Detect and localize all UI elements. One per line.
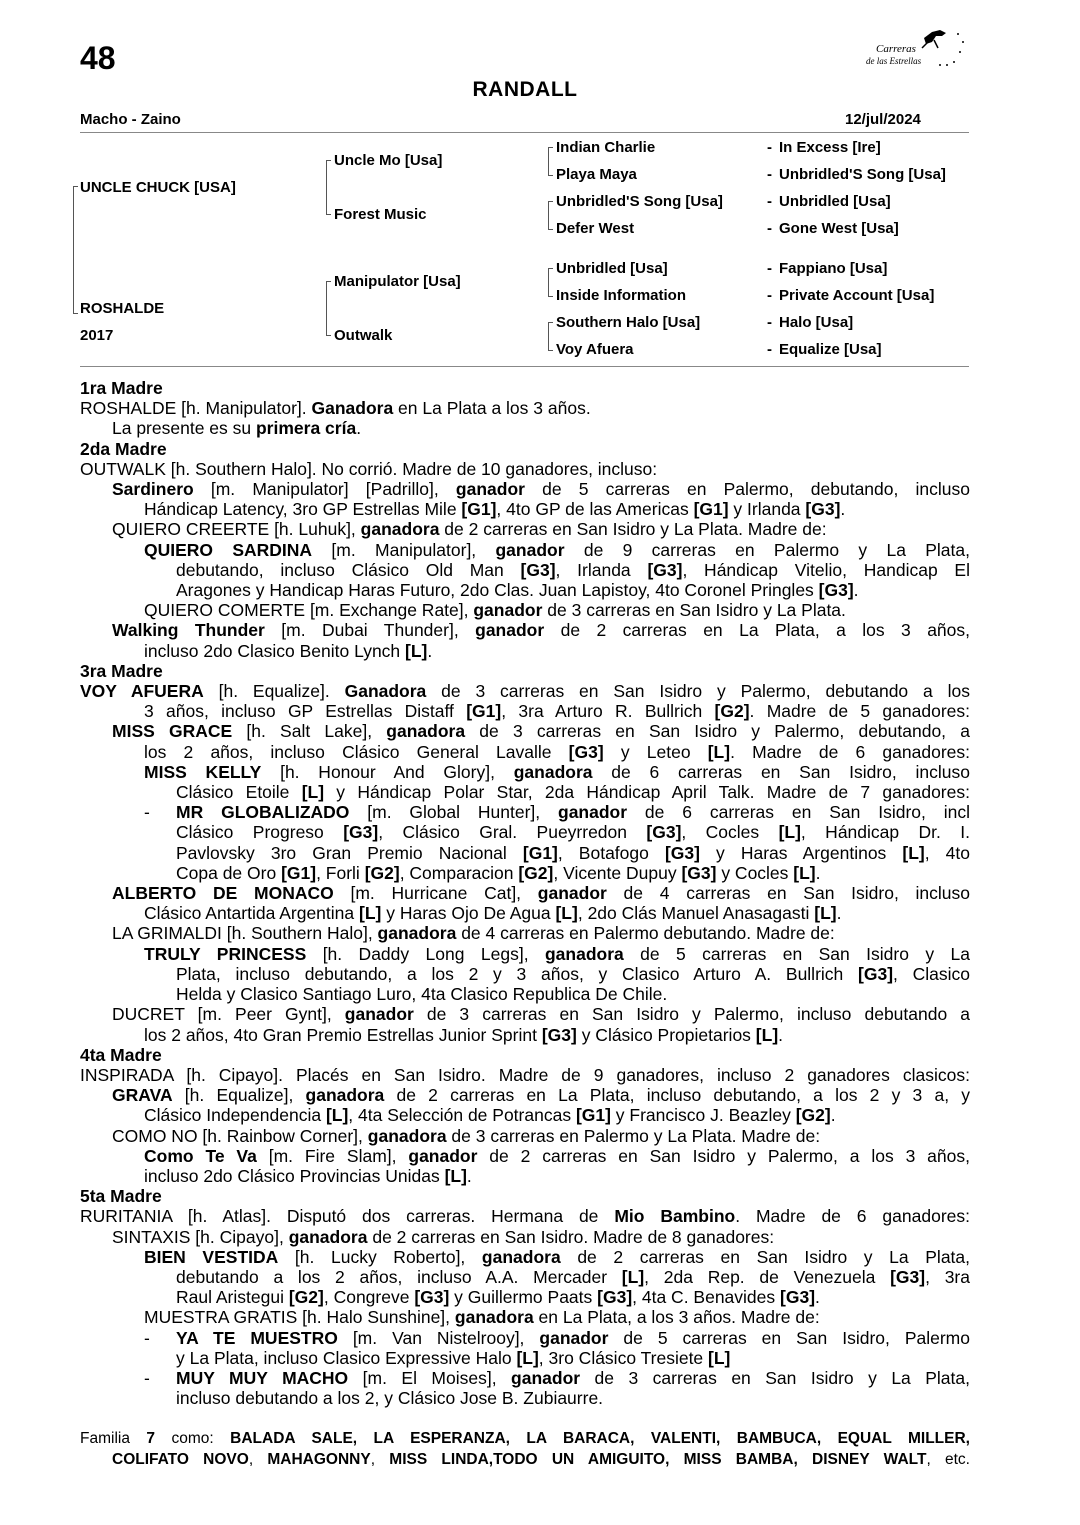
text-line: Como Te Va [m. Fire Slam], ganador de 2 carreras en San Isidro y Palermo, a los 3 años, xyxy=(144,1145,970,1166)
text-line: y La Plata, incluso Clasico Expressive Halo [L], 3ro Clásico Tresiete [L] xyxy=(176,1347,731,1368)
dam: ROSHALDE xyxy=(80,300,165,317)
sex-coat: Macho - Zaino xyxy=(80,111,181,128)
g3-3: Unbridled'S Song [Usa] xyxy=(556,193,723,210)
text-line: COMO NO [h. Rainbow Corner], ganadora de 3 carreras en Palermo y La Plata. Madre de: xyxy=(112,1125,821,1146)
text-line: - YA TE MUESTRO [m. Van Nistelrooy], ganador de 5 carreras en San Isidro, Palermo xyxy=(144,1327,970,1348)
g3-5: Unbridled [Usa] xyxy=(556,260,668,277)
list-dash: - xyxy=(144,802,150,823)
sire-dam: Forest Music xyxy=(334,206,427,223)
text-line: Walking Thunder [m. Dubai Thunder], ganador de 2 carreras en La Plata, a los 3 años, xyxy=(112,620,971,641)
text-line: ALBERTO DE MONACO [m. Hurricane Cat], ganador de 4 carreras en San Isidro, incluso xyxy=(112,883,971,904)
text-line: MISS GRACE [h. Salt Lake], ganadora de 3 carreras en San Isidro y Palermo, debutando, a xyxy=(112,721,970,742)
sire-sire: Uncle Mo [Usa] xyxy=(334,152,443,169)
text-line: - MUY MUY MACHO [m. El Moises], ganador de 3 carreras en San Isidro y La Plata, xyxy=(144,1367,970,1388)
text-line: debutando, incluso Clásico Old Man [G3], Irlanda [G3], Hándicap Vitelio, Handicap El xyxy=(176,559,970,580)
text-line: La presente es su primera cría. xyxy=(112,418,362,439)
list-dash: - xyxy=(144,1367,150,1388)
dam-dam: Outwalk xyxy=(334,327,393,344)
g4-4: Gone West [Usa] xyxy=(779,220,899,237)
text-line: Helda y Clasico Santiago Luro, 4ta Clasico Republica De Chile. xyxy=(176,984,668,1005)
section-3ra-madre: 3ra Madre xyxy=(80,660,163,681)
family-footer xyxy=(80,1428,970,1470)
g4-7: Halo [Usa] xyxy=(779,314,854,331)
text-line: - MR GLOBALIZADO [m. Global Hunter], ganador de 6 carreras en San Isidro, incl xyxy=(144,802,970,823)
text-line: Sardinero [m. Manipulator] [Padrillo], ganador de 5 carreras en Palermo, debutando, incluso xyxy=(112,479,971,500)
family-line-1: Familia 7 como: BALADA SALE, LA ESPERANZA, LA BARACA, VALENTI, BAMBUCA, EQUAL MILLER, xyxy=(80,1430,970,1447)
dam-sire: Manipulator [Usa] xyxy=(334,273,461,290)
section-4ta-madre: 4ta Madre xyxy=(80,1044,162,1065)
text-line: los 2 años, 4to Gran Premio Estrellas Junior Sprint [G3] y Clásico Propietarios [L]. xyxy=(144,1024,784,1045)
g4-8: Equalize [Usa] xyxy=(779,341,882,358)
text-line: GRAVA [h. Equalize], ganadora de 2 carreras en La Plata, incluso debutando, a los 2 y 3 a, y xyxy=(112,1085,970,1106)
text-line: Clásico Independencia [L], 4ta Selección de Potrancas [G1] y Francisco J. Beazley [G2]. xyxy=(144,1105,836,1126)
g4-5: Fappiano [Usa] xyxy=(779,260,888,277)
text-line: ROSHALDE [h. Manipulator]. Ganadora en La Plata a los 3 años. xyxy=(80,398,591,419)
g4-6: Private Account [Usa] xyxy=(779,287,935,304)
text-line: los 2 años, incluso Clásico General Lavalle [G3] y Leteo [L]. Madre de 6 ganadores: xyxy=(144,741,971,762)
text-line: Plata, incluso debutando, a los 2 y 3 años, y Clasico Arturo A. Bullrich [G3], Clasico xyxy=(176,963,970,984)
section-5ta-madre: 5ta Madre xyxy=(80,1186,162,1207)
text-line: QUIERO COMERTE [m. Exchange Rate], ganador de 3 carreras en San Isidro y La Plata. xyxy=(144,600,846,621)
text-line: Copa de Oro [G1], Forli [G2], Comparacion [G2], Vicente Dupuy [G3] y Cocles [L]. xyxy=(176,862,821,883)
g3-8: Voy Afuera xyxy=(556,341,634,358)
top-divider xyxy=(80,132,969,133)
g3-2: Playa Maya xyxy=(556,166,637,183)
g3-7: Southern Halo [Usa] xyxy=(556,314,701,331)
text-line: MISS KELLY [h. Honour And Glory], ganadora de 6 carreras en San Isidro, incluso xyxy=(144,761,970,782)
g4-1: In Excess [Ire] xyxy=(779,139,881,156)
text-line: 3 años, incluso GP Estrellas Distaff [G1], 3ra Arturo R. Bullrich [G2]. Madre de 5 ganadores: xyxy=(144,701,970,722)
text-line: DUCRET [m. Peer Gynt], ganador de 3 carreras en San Isidro y Palermo, incluso debutando a xyxy=(112,1004,970,1025)
section-2da-madre: 2da Madre xyxy=(80,438,167,459)
text-line: incluso 2do Clásico Provincias Unidas [L]. xyxy=(144,1165,472,1186)
text-line: Raul Aristegui [G2], Congreve [G3] y Guillermo Paats [G3], 4ta C. Benavides [G3]. xyxy=(176,1287,820,1308)
produce-record xyxy=(80,378,970,1408)
carreras-de-las-estrellas-logo xyxy=(862,24,972,74)
g3-6: Inside Information xyxy=(556,287,687,304)
g4-2: Unbridled'S Song [Usa] xyxy=(779,166,946,183)
text-line: OUTWALK [h. Southern Halo]. No corrió. Madre de 10 ganadores, incluso: xyxy=(80,458,658,479)
text-line: VOY AFUERA [h. Equalize]. Ganadora de 3 carreras en San Isidro y Palermo, debutando a los xyxy=(80,681,970,702)
text-line: Aragones y Handicap Haras Futuro, 2do Clas. Juan Lapistoy, 4to Coronel Pringles [G3]. xyxy=(176,580,859,601)
sale-date: 12/jul/2024 xyxy=(845,111,921,128)
text-line: MUESTRA GRATIS [h. Halo Sunshine], ganadora en La Plata, a los 3 años. Madre de: xyxy=(144,1307,820,1328)
text-line: incluso 2do Clasico Benito Lynch [L]. xyxy=(144,640,433,661)
text-line: SINTAXIS [h. Cipayo], ganadora de 2 carreras en San Isidro. Madre de 8 ganadores: xyxy=(112,1226,775,1247)
bracket-gen1 xyxy=(73,186,74,314)
text-line: QUIERO SARDINA [m. Manipulator], ganador de 9 carreras en Palermo y La Plata, xyxy=(144,539,970,560)
list-dash: - xyxy=(144,1327,150,1348)
text-line: RURITANIA [h. Atlas]. Disputó dos carreras. Hermana de Mio Bambino. Madre de 6 ganadores: xyxy=(80,1206,970,1227)
logo-graphic xyxy=(862,24,972,74)
horse-name: RANDALL xyxy=(472,78,578,101)
section-1ra-madre: 1ra Madre xyxy=(80,378,163,398)
g3-4: Defer West xyxy=(556,220,635,237)
text-line: incluso debutando a los 2, y Clásico Jose B. Zubiaurre. xyxy=(176,1388,604,1409)
g4-3: Unbridled [Usa] xyxy=(779,193,891,210)
bracket-gen2-a xyxy=(326,160,331,215)
bracket-gen2-b xyxy=(326,281,331,336)
pedigree-divider xyxy=(80,366,969,367)
g3-1: Indian Charlie xyxy=(556,139,656,156)
text-line: BIEN VESTIDA [h. Lucky Roberto], ganadora de 2 carreras en San Isidro y La Plata, xyxy=(144,1246,971,1267)
sire: UNCLE CHUCK [USA] xyxy=(80,179,236,196)
family-line-2: COLIFATO NOVO, MAHAGONNY, MISS LINDA,TODO UN AMIGUITO, MISS BAMBA, DISNEY WALT, etc. xyxy=(112,1451,970,1468)
text-line: LA GRIMALDI [h. Southern Halo], ganadora de 4 carreras en Palermo debutando. Madre de: xyxy=(112,923,835,944)
text-line: debutando a los 2 años, incluso A.A. Mercader [L], 2da Rep. de Venezuela [G3], 3ra xyxy=(176,1266,970,1287)
logo-text-2: de las Estrellas xyxy=(866,56,922,66)
text-line: Clásico Etoile [L] y Hándicap Polar Star, 2da Hándicap April Talk. Madre de 7 ganadores: xyxy=(176,782,970,803)
text-line: QUIERO CREERTE [h. Luhuk], ganadora de 2 carreras en San Isidro y La Plata. Madre de: xyxy=(112,519,827,540)
text-line: Clásico Antartida Argentina [L] y Haras Ojo De Agua [L], 2do Clás Manuel Anasagasti [L]. xyxy=(144,903,842,924)
logo-text-1: Carreras xyxy=(876,43,916,55)
text-line: Hándicap Latency, 3ro GP Estrellas Mile [G1], 4to GP de las Americas [G1] y Irlanda [G3]. xyxy=(144,499,846,520)
text-line: Clásico Progreso [G3], Clásico Gral. Pueyrredon [G3], Cocles [L], Hándicap Dr. I. xyxy=(176,822,970,843)
lot-number: 48 xyxy=(80,40,116,76)
text-line: TRULY PRINCESS [h. Daddy Long Legs], ganadora de 5 carreras en San Isidro y La xyxy=(144,943,970,964)
text-line: Pavlovsky 3ro Gran Premio Nacional [G1], Botafogo [G3] y Haras Argentinos [L], 4to xyxy=(176,842,970,863)
birth-year: 2017 xyxy=(80,327,114,344)
text-line: INSPIRADA [h. Cipayo]. Placés en San Isidro. Madre de 9 ganadores, incluso 2 ganadores clasicos: xyxy=(80,1064,970,1085)
